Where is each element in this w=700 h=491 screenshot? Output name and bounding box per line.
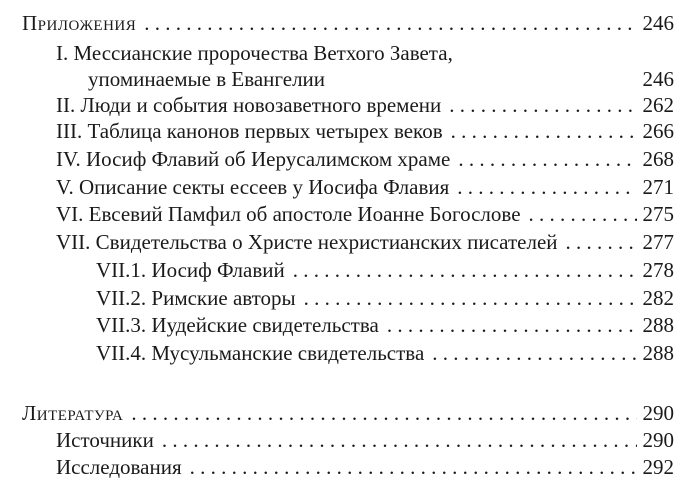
leader-dots [131, 400, 636, 426]
toc-page-number: 262 [642, 93, 674, 117]
toc-entry-title-line1: I. Мессианские пророчества Ветхого Завета, [56, 41, 453, 65]
leader-dots [529, 201, 637, 227]
toc-heading-title: Приложения [22, 11, 137, 35]
toc-entry-1-line1[interactable] [56, 40, 453, 66]
toc-entry-title: VII.2. Римские авторы [96, 286, 296, 310]
toc-page-number: 246 [642, 67, 674, 91]
leader-dots [566, 229, 637, 255]
toc-page-number: 275 [642, 202, 674, 226]
toc-page-number: 266 [642, 119, 674, 143]
leader-dots [449, 92, 636, 118]
toc-page-number: 277 [642, 230, 674, 254]
toc-page-number: 246 [642, 11, 674, 35]
leader-dots [304, 285, 637, 311]
toc-entry-title: V. Описание секты ессеев у Иосифа Флавия [56, 175, 450, 199]
leader-dots [458, 146, 636, 172]
toc-subentry-7-4[interactable] [96, 340, 674, 366]
toc-entry-title: III. Таблица канонов первых четырех веков [56, 119, 443, 143]
toc-subentry-7-3[interactable] [96, 312, 674, 338]
toc-entry-title: Исследования [56, 455, 182, 479]
toc-entry-title: II. Люди и события новозаветного времени [56, 93, 442, 117]
toc-entry-5[interactable] [56, 174, 674, 200]
toc-page-number: 288 [642, 341, 674, 365]
toc-entry-sources[interactable] [56, 427, 674, 453]
toc-entry-title: VII.4. Мусульманские свидетельства [96, 341, 425, 365]
toc-page-number: 268 [642, 147, 674, 171]
toc-subentry-7-1[interactable] [96, 257, 674, 283]
toc-page-number: 278 [642, 258, 674, 282]
toc-page-number: 292 [642, 455, 674, 479]
toc-page-number: 290 [642, 428, 674, 452]
leader-dots [144, 10, 636, 36]
toc-heading-appendices[interactable] [22, 10, 674, 36]
toc-heading-title: Литература [22, 401, 124, 425]
leader-dots [162, 427, 637, 453]
toc-entry-2[interactable] [56, 92, 674, 118]
leader-dots [190, 454, 637, 480]
toc-entry-3[interactable] [56, 118, 674, 144]
toc-entry-title-line2: упоминаемые в Евангелии [88, 67, 326, 91]
toc-entry-title: IV. Иосиф Флавий об Иерусалимском храме [56, 147, 451, 171]
toc-page-number: 290 [642, 401, 674, 425]
toc-entry-title: VII.3. Иудейские свидетельства [96, 313, 379, 337]
toc-entry-4[interactable] [56, 146, 674, 172]
leader-dots [457, 174, 636, 200]
toc-entry-6[interactable] [56, 201, 674, 227]
toc-entry-studies[interactable] [56, 454, 674, 480]
toc-page-number: 282 [642, 286, 674, 310]
toc-entry-7[interactable] [56, 229, 674, 255]
toc-entry-title: VII. Свидетельства о Христе нехристианских писателей [56, 230, 558, 254]
toc-page-number: 288 [642, 313, 674, 337]
toc-entry-title: VI. Евсевий Памфил об апостоле Иоанне Богослове [56, 202, 521, 226]
toc-subentry-7-2[interactable] [96, 285, 674, 311]
leader-dots [451, 118, 637, 144]
toc-page-number: 271 [642, 175, 674, 199]
toc-entry-1-line2[interactable] [88, 66, 674, 92]
leader-dots [387, 312, 637, 338]
leader-dots [432, 340, 636, 366]
toc-entry-title: Источники [56, 428, 154, 452]
toc-entry-title: VII.1. Иосиф Флавий [96, 258, 285, 282]
leader-dots [293, 257, 637, 283]
toc-heading-literature[interactable] [22, 400, 674, 426]
